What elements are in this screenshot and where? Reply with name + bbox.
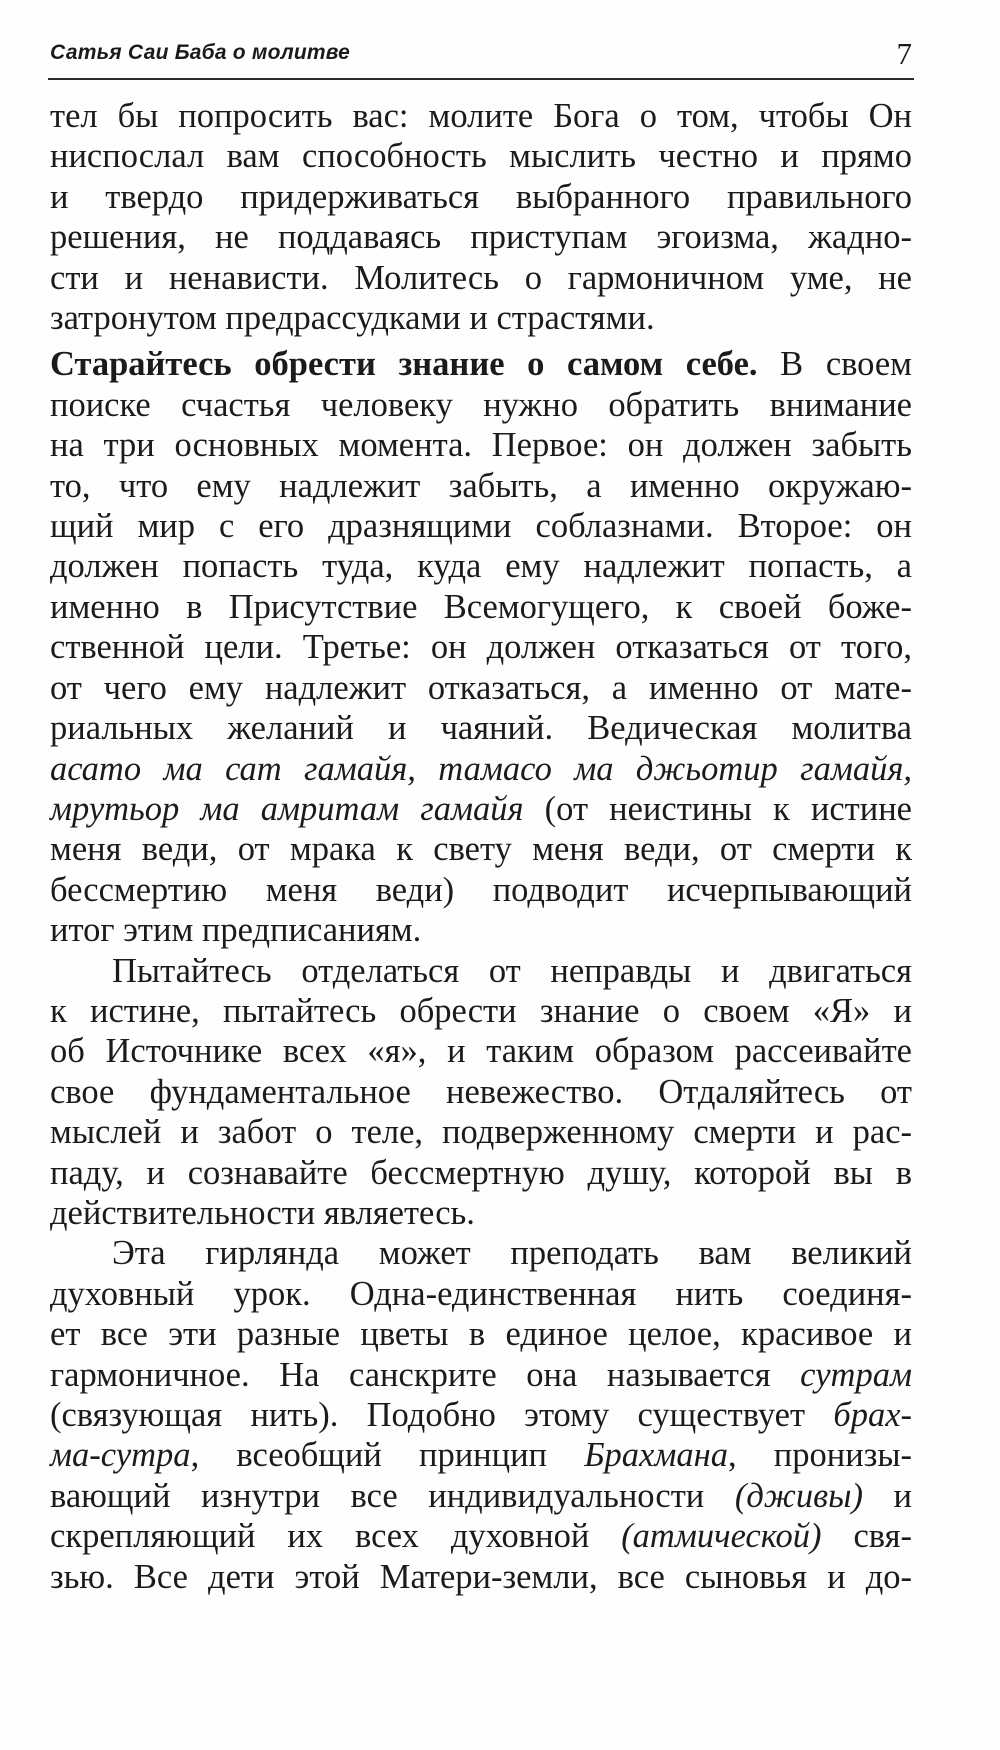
- running-head: Сатья Саи Баба о молитве: [50, 41, 351, 64]
- text-fragment: скрепляющий их всех духовной: [50, 1517, 622, 1556]
- text-line: [50, 1395, 912, 1435]
- text-line: Пытайтесь отделаться от неправды и двигаться: [112, 951, 912, 990]
- body-text: [50, 96, 912, 1597]
- text-line: сти и ненависти. Молитесь о гармоничном уме, не: [50, 258, 912, 297]
- page-header: [48, 38, 914, 80]
- paragraph-4: [50, 1233, 912, 1597]
- text-line: мыслей и забот о теле, подверженному смерти и рас-: [50, 1113, 912, 1152]
- text-line: к истине, пытайтесь обрести знание о своем «Я» и: [50, 991, 912, 1030]
- text-fragment: и: [862, 1476, 912, 1515]
- text-line: итог этим предписаниям.: [50, 911, 422, 950]
- paragraph-2: [50, 344, 912, 950]
- text-line: затронутом предрассудками и страстями.: [50, 299, 655, 338]
- text-fragment: вающий изнутри все индивидуальности: [50, 1476, 735, 1515]
- text-line: духовный урок. Одна-единственная нить соединя-: [50, 1274, 912, 1313]
- text-line: [50, 1516, 912, 1556]
- text-line: [50, 1476, 912, 1516]
- italic-term: Брахмана: [584, 1436, 728, 1475]
- italic-term: (атмической): [621, 1517, 822, 1556]
- text-line: [50, 1435, 912, 1475]
- text-line: об Источнике всех «я», и таким образом рассеивайте: [50, 1032, 912, 1071]
- text-line: ственной цели. Третье: он должен отказаться от того,: [50, 628, 912, 667]
- text-fragment: (от неистины к истине: [523, 789, 912, 828]
- italic-mantra: мрутьор ма амритам гамайя: [50, 789, 524, 828]
- text-line: зью. Все дети этой Матери-земли, все сыновья и до-: [50, 1557, 912, 1596]
- text-line: от чего ему надлежит отказаться, а именно от мате-: [50, 668, 912, 707]
- text-fragment: В своем: [757, 345, 912, 384]
- text-line: [50, 1355, 912, 1395]
- text-line: свое фундаментальное невежество. Отдаляйтесь от: [50, 1072, 912, 1111]
- bold-heading: Старайтесь обрести знание о самом себе.: [50, 345, 758, 384]
- text-line: и твердо придерживаться выбранного правильного: [50, 177, 912, 216]
- text-line: [50, 344, 912, 384]
- italic-term: брах-: [833, 1396, 912, 1434]
- text-line: меня веди, от мрака к свету меня веди, от смерти к: [50, 830, 912, 869]
- page-number: 7: [896, 36, 912, 71]
- paragraph-1: [50, 96, 912, 338]
- text-line: бессмертию меня веди) подводит исчерпывающий: [50, 870, 912, 909]
- text-line: [50, 789, 912, 829]
- text-fragment: , пронизы-: [728, 1436, 912, 1475]
- text-line: решения, не поддаваясь приступам эгоизма, жадно-: [50, 218, 912, 257]
- text-line: паду, и сознавайте бессмертную душу, которой вы в: [50, 1153, 912, 1192]
- text-fragment: , всеобщий принцип: [190, 1436, 585, 1475]
- text-line: действительности являетесь.: [50, 1193, 475, 1232]
- text-line: ниспослал вам способность мыслить честно и прямо: [50, 137, 912, 176]
- text-fragment: гармоничное. На санскрите она называется: [50, 1355, 801, 1394]
- italic-term: сутрам: [800, 1355, 912, 1394]
- text-fragment: свя-: [821, 1517, 912, 1556]
- italic-mantra: асато ма сат гамайя, тамасо ма джьотир гамайя,: [50, 749, 912, 788]
- italic-term: ма-сутра: [50, 1436, 191, 1475]
- text-line: именно в Присутствие Всемогущего, к своей боже-: [50, 587, 912, 626]
- text-line: должен попасть туда, куда ему надлежит попасть, а: [50, 547, 912, 586]
- text-line: щий мир с его дразнящими соблазнами. Второе: он: [50, 507, 912, 546]
- text-line: риальных желаний и чаяний. Ведическая молитва: [50, 709, 912, 748]
- text-line: тел бы попросить вас: молите Бога о том, чтобы Он: [50, 97, 912, 135]
- text-line: то, что ему надлежит забыть, а именно окружаю-: [50, 466, 912, 505]
- paragraph-3: [50, 951, 912, 1234]
- text-line: на три основных момента. Первое: он должен забыть: [50, 426, 912, 465]
- text-fragment: (связующая нить). Подобно этому существует: [50, 1396, 834, 1434]
- text-line: Эта гирлянда может преподать вам великий: [112, 1234, 912, 1273]
- text-line: поиске счастья человеку нужно обратить внимание: [50, 385, 912, 424]
- text-line: ет все эти разные цветы в единое целое, красивое и: [50, 1315, 912, 1354]
- italic-term: (дживы): [734, 1476, 863, 1515]
- text-line: [50, 749, 912, 789]
